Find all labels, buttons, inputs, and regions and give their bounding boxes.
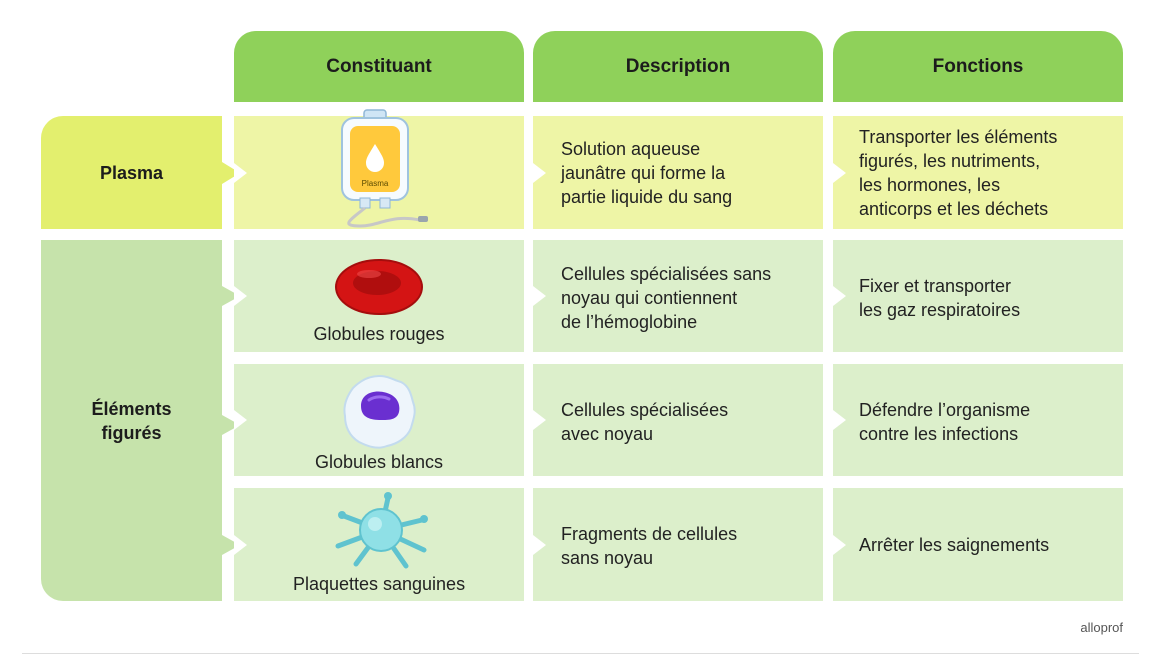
- row-white-cells-image-cell: [234, 364, 524, 476]
- function-text: Fixer et transporter les gaz respiratoires: [859, 276, 1021, 320]
- group-elements-label: Éléments figurés: [91, 398, 172, 443]
- plasma-bag-icon: [320, 108, 440, 228]
- row-plasma-function: [833, 116, 1123, 229]
- caption-white-cells: Globules blancs: [314, 452, 444, 472]
- row-plasma-image-cell: [234, 116, 524, 229]
- row-white-cells-description: [533, 364, 823, 476]
- row-red-cells-function: [833, 240, 1123, 352]
- description-text: Fragments de cellules sans noyau: [561, 524, 738, 568]
- header-constituant: [234, 31, 524, 102]
- row-platelets-image-cell: [234, 488, 524, 601]
- header-fonctions: [833, 31, 1123, 102]
- row-red-cells-description: [533, 240, 823, 352]
- description-text: Cellules spécialisées avec noyau: [561, 400, 729, 444]
- caption-platelets: Plaquettes sanguines: [292, 574, 466, 594]
- group-plasma: [41, 116, 222, 229]
- function-text: Arrêter les saignements: [859, 535, 1050, 555]
- group-elements-figures: [41, 240, 222, 601]
- function-text: Défendre l’organisme contre les infections: [859, 400, 1031, 444]
- header-label: Constituant: [326, 55, 432, 77]
- red-blood-cell-icon: [329, 252, 429, 322]
- row-white-cells-function: [833, 364, 1123, 476]
- header-label: Fonctions: [932, 55, 1024, 77]
- row-plasma-description: [533, 116, 823, 229]
- white-blood-cell-icon: [339, 372, 419, 452]
- bottom-divider: [22, 653, 1139, 654]
- header-description: [533, 31, 823, 102]
- row-red-cells-image-cell: [234, 240, 524, 352]
- description-text: Solution aqueuse jaunâtre qui forme la partie liquide du sang: [561, 138, 733, 207]
- platelet-icon: [326, 490, 436, 570]
- row-platelets-description: [533, 488, 823, 601]
- alloprof-logo: alloprof: [1080, 620, 1123, 635]
- function-text: Transporter les éléments figurés, les nutriments, les hormones, les anticorps et les déchets: [859, 126, 1058, 219]
- caption-red-cells: Globules rouges: [313, 324, 445, 344]
- row-platelets-function: [833, 488, 1123, 601]
- description-text: Cellules spécialisées sans noyau qui contiennent de l’hémoglobine: [561, 264, 772, 332]
- header-label: Description: [625, 55, 731, 77]
- plasma-bag-label: Plasma: [361, 179, 389, 188]
- group-plasma-label: Plasma: [99, 162, 164, 183]
